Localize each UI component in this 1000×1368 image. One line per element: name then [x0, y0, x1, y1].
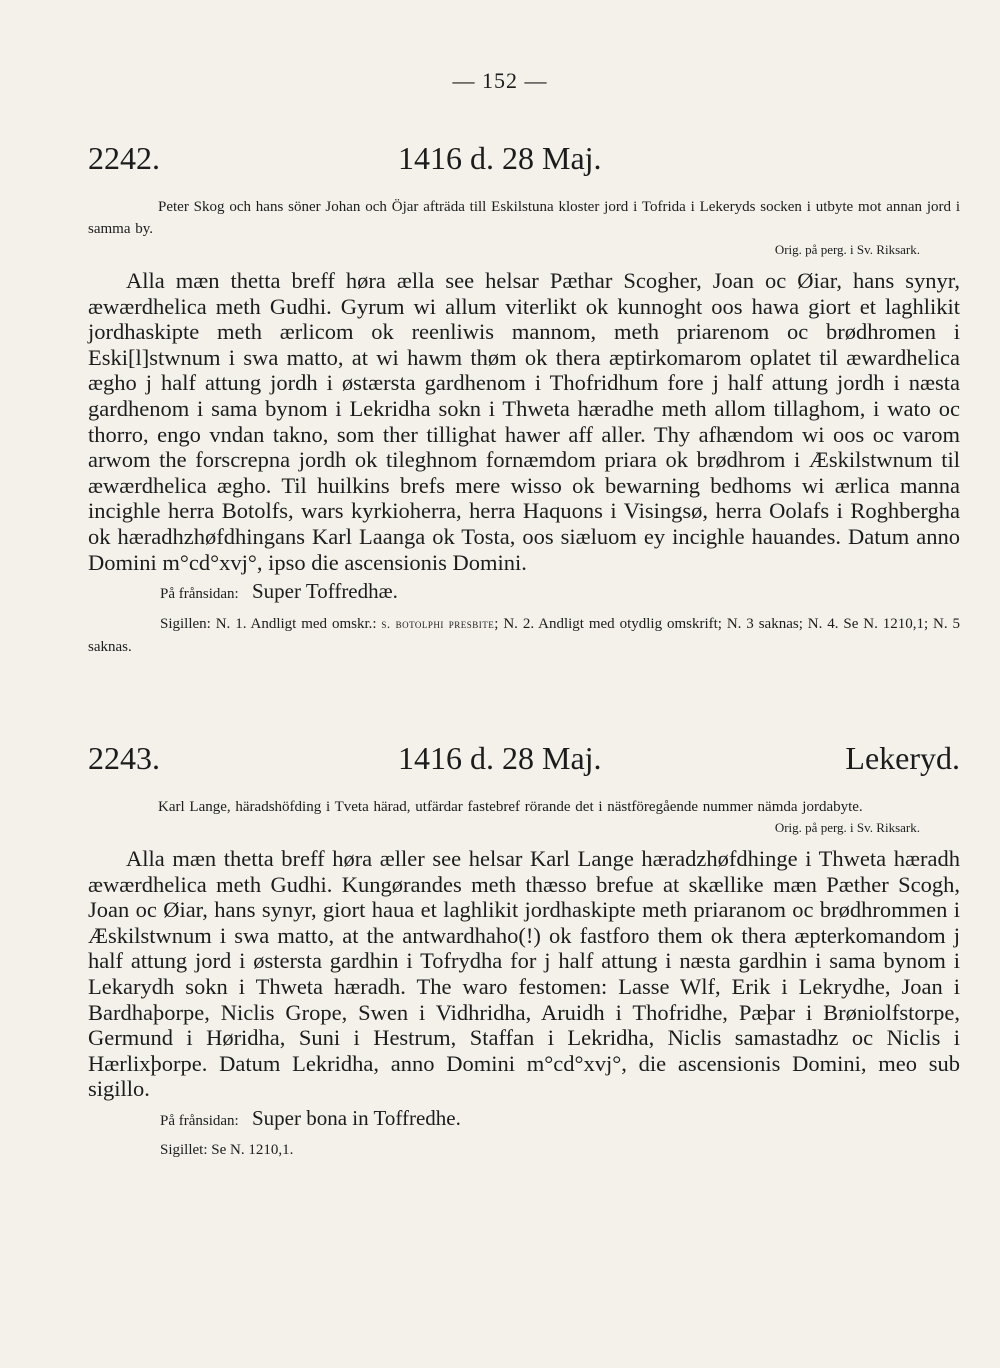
- entry-header: [88, 740, 960, 796]
- fransidan-label: På frånsidan:: [160, 586, 239, 603]
- entry-number: 2242.: [88, 140, 160, 176]
- fransidan-note: [160, 579, 960, 604]
- entry-place: Lekeryd.: [845, 740, 960, 776]
- seal-note: [88, 1139, 960, 1162]
- seal-note-start: Sigillen: N. 1. Andligt med omskr.:: [160, 616, 377, 633]
- entry-date: 1416 d. 28 Maj.: [398, 140, 602, 176]
- entry-summary: Karl Lange, häradshöfding i Tveta härad, utfärdar fastebref rörande det i nästföregående nummer nämda jordabyte.: [158, 799, 863, 815]
- entry-source: Orig. på perg. i Sv. Riksark.: [774, 820, 920, 835]
- page-number: — 152 —: [452, 68, 548, 93]
- seal-inscription: s. botolphi presbite: [381, 616, 495, 632]
- seal-note: [88, 612, 960, 659]
- fransidan-note: [160, 1106, 960, 1131]
- entry-text: Alla mæn thetta breff høra ælla see helsar Pæthar Scogher, Joan oc Øiar, hans synyr, æwærdhelica meth Gudhi. Gyrum wi allum viterlikt ok kunnoght oos hawa giort et laghlikit jordhaskipte meth ærlicom ok reenliwis mannom, meth priarenom oc brødhromen i Eski[l]stwnum i swa matto, at wi hawm thøm ok thera æptirkomarom oplatet til æwardhelica ægho j half attung jordh i østærsta gardhenom i Thofridhum fore j half attung jordh i næsta gardhenom i sama bynom i Lekridha sokn i Thweta hæradhe meth allom tillaghom, i wato oc thorro, engo vndan takno, som ther tillighat hawer aff aller. Thy afhændom wi oos oc varom arwom the forscrepna jordh ok tileghnom fornæmdom priara ok brødhrom i Æskilstwnum til æwærdhelica ægho. Til huilkins brefs mere wisso ok bewarning bedhoms wi ærlica manna incighle herra Botolfs, wars kyrkioherra, herra Haquons i Visingsø, herra Oolafs i Roghbergha ok hæradhzhøfdhingans Karl Laanga ok Tosta, oos siæluom ey incighle hauandes. Datum anno Domini m°cd°xvj°, ipso die ascensionis Domini.: [88, 268, 960, 575]
- entry-text: Alla mæn thetta breff høra æller see helsar Karl Lange hæradzhøfdhinge i Thweta hæradh æwærdhelica meth Gudhi. Kungørandes meth thæsso brefue at skællike mæn Pæther Scogh, Joan oc Øiar, hans synyr, giort haua et laghlikit jordhaskipte meth priaranom oc brødhrommen i Æskilstwnum i swa matto, at the antwardhaho(!) ok fastforo them ok thera æpterkomandom j half attung jord i østersta gardhin i Tofrydha for j half attung i næsta gardhin i sama bynom i Lekarydh sokn i Thweta hæradh. The waro festomen: Lasse Wlf, Erik i Lekrydhe, Joan i Bardhaþorpe, Niclis Grope, Swen i Vidhridha, Aruidh i Thofridhe, Pæþar i Brøniolfstorpe, Germund i Høridha, Suni i Hestrum, Staffan i Lekridha, Niclis samastadhz oc Niclis i Hærlixþorpe. Datum Lekridha, anno Domini m°cd°xvj°, die ascensionis Domini, meo sub sigillo.: [88, 846, 960, 1102]
- entry-2242: [88, 140, 960, 659]
- entry-source: Orig. på perg. i Sv. Riksark.: [774, 242, 920, 257]
- fransidan-text: Super Toffredhæ.: [251, 579, 398, 604]
- entry-header: [88, 140, 960, 196]
- entry-number: 2243.: [88, 740, 160, 776]
- entry-summary: Peter Skog och hans söner Johan och Öjar afträda till Eskilstuna kloster jord i Tofrida i Lekeryds socken i utbyte mot annan jord i samma by.: [88, 199, 960, 237]
- seal-note-end: ; N. 2. Andligt med otydlig omskrift; N. 3 saknas; N. 4. Se N. 1210,1; N. 5 saknas.: [88, 616, 960, 656]
- fransidan-label: På frånsidan:: [160, 1112, 239, 1129]
- seal-note-start: Sigillet: Se N. 1210,1.: [160, 1141, 294, 1158]
- entry-date: 1416 d. 28 Maj.: [398, 740, 602, 776]
- fransidan-text: Super bona in Toffredhe.: [251, 1105, 461, 1130]
- entry-2243: [88, 740, 960, 1162]
